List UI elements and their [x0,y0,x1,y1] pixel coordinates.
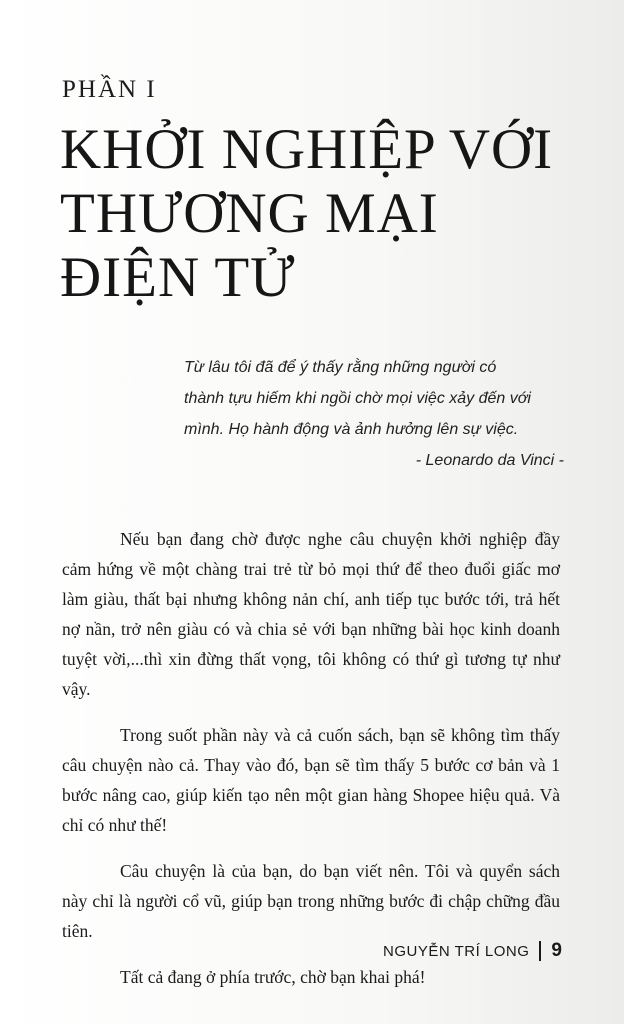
page-footer [383,940,562,962]
chapter-title-line: ĐIỆN TỬ [60,246,296,309]
quote-line: thành tựu hiếm khi ngồi chờ mọi việc xảy đến với [184,390,531,407]
quote-line: Từ lâu tôi đã để ý thấy rằng những người có [184,359,497,376]
chapter-title-line: KHỞI NGHIỆP VỚI [60,118,554,181]
footer-author: NGUYỄN TRÍ LONG [383,942,530,960]
footer-separator [539,941,541,961]
body-text [62,524,560,1008]
quote-author: - Leonardo da Vinci - [415,452,564,469]
page-number: 9 [551,940,562,961]
quote-line: mình. Họ hành động và ảnh hưởng lên sự việc. [184,421,519,438]
paragraph: Câu chuyện là của bạn, do bạn viết nên. Tôi và quyển sách này chỉ là người cổ vũ, giúp bạn trong những bước đi chập chững đầu tiên. [62,861,560,941]
epigraph-quote [184,352,564,476]
chapter-title [60,118,600,310]
paragraph: Tất cả đang ở phía trước, chờ bạn khai phá! [120,967,426,987]
paragraph: Trong suốt phần này và cả cuốn sách, bạn sẽ không tìm thấy câu chuyện nào cả. Thay vào đó, bạn sẽ tìm thấy 5 bước cơ bản và 1 bước nâng cao, giúp kiến tạo nên một gian hàng Shopee hiệu quả. Và chỉ có như thế! [62,725,560,835]
part-label: PHẦN I [62,76,157,103]
paragraph: Nếu bạn đang chờ được nghe câu chuyện khởi nghiệp đầy cảm hứng về một chàng trai trẻ từ bỏ mọi thứ để theo đuổi giấc mơ làm giàu, thất bại nhưng không nản chí, anh tiếp tục bước tới, trả hết nợ nần, trở nên giàu có và chia sẻ với bạn những bài học kinh doanh tuyệt vời,...thì xin đừng thất vọng, tôi không có thứ gì tương tự như vậy. [62,529,560,699]
chapter-title-line: THƯƠNG MẠI [60,182,439,245]
